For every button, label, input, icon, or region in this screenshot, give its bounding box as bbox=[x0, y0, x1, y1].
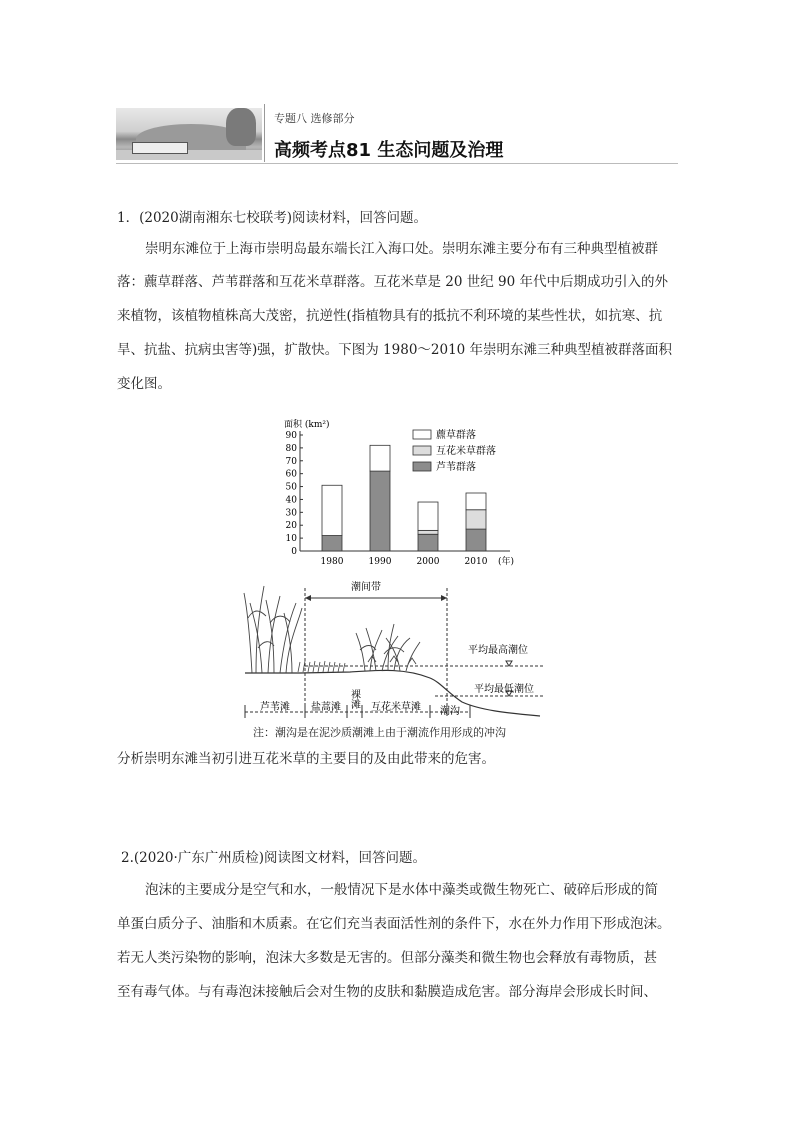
y-tick-label: 80 bbox=[285, 443, 297, 454]
bar-1990 bbox=[370, 471, 390, 551]
bar-1980 bbox=[322, 485, 342, 535]
q2-line-2: 单蛋白质分子、油脂和木质素。在它们充当表面活性剂的条件下，水在外力作用下形成泡沫。 bbox=[117, 916, 671, 932]
page-header bbox=[116, 104, 678, 162]
q1-question: 分析崇明东滩当初引进互花米草的主要目的及由此带来的危害。 bbox=[117, 751, 495, 767]
q1-line-5: 变化图。 bbox=[117, 376, 171, 392]
reed-plants bbox=[244, 586, 302, 673]
figure bbox=[240, 418, 560, 723]
bar-2010 bbox=[466, 529, 486, 551]
segment-reed: 芦苇滩 bbox=[260, 702, 290, 713]
bar-1990 bbox=[370, 445, 390, 471]
header-landscape-image bbox=[116, 108, 262, 160]
q1-line-2: 落：藨草群落、芦苇群落和互花米草群落。互花米草是 20 世纪 90 年代中后期成功引入的外 bbox=[117, 274, 669, 290]
legend-label: 芦苇群落 bbox=[436, 462, 476, 473]
y-tick-label: 60 bbox=[285, 469, 297, 480]
q1-line-3: 来植物，该植物植株高大茂密，抗逆性(指植物具有的抵抗不利环境的某些性状，如抗寒、抗 bbox=[117, 308, 663, 324]
chart-legend bbox=[413, 428, 496, 473]
section-subtitle: 专题八 选修部分 bbox=[274, 112, 355, 125]
q2-line-4: 至有毒气体。与有毒泡沫接触后会对生物的皮肤和黏膜造成危害。部分海岸会形成长时间、 bbox=[117, 984, 657, 1000]
y-tick-label: 10 bbox=[285, 534, 297, 545]
y-tick-label: 30 bbox=[285, 508, 297, 519]
segment-bare: 裸滩 bbox=[348, 689, 360, 709]
segment-channel: 潮沟 bbox=[440, 706, 460, 717]
bar-2000 bbox=[418, 530, 438, 534]
zone-label: 潮间带 bbox=[351, 582, 381, 593]
high-tide-label: 平均最高潮位 bbox=[468, 645, 528, 656]
q1-line-4: 旱、抗盐、抗病虫害等)强，扩散快。下图为 1980～2010 年崇明东滩三种典型植被群落面积 bbox=[117, 342, 673, 358]
legend-label: 藨草群落 bbox=[436, 430, 476, 441]
intertidal-diagram bbox=[244, 580, 545, 718]
segment-suaeda: 盐蒿滩 bbox=[311, 702, 341, 713]
y-axis-label: 面积 (km²) bbox=[284, 420, 330, 430]
area-bar-chart bbox=[284, 418, 514, 567]
q2-stem: 2.(2020·广东广州质检)阅读图文材料，回答问题。 bbox=[121, 850, 427, 866]
bar-2010 bbox=[466, 493, 486, 510]
bar-2010 bbox=[466, 510, 486, 529]
header-divider bbox=[264, 104, 265, 162]
spartina-plants bbox=[356, 624, 420, 671]
x-tick-label: 1980 bbox=[320, 557, 344, 567]
bar-1980 bbox=[322, 536, 342, 551]
bar-2000 bbox=[418, 502, 438, 530]
legend-label: 互花米草群落 bbox=[436, 446, 496, 457]
y-tick-label: 20 bbox=[285, 521, 297, 532]
y-tick-label: 0 bbox=[291, 547, 297, 557]
legend-swatch bbox=[413, 446, 431, 455]
bar-2000 bbox=[418, 534, 438, 551]
x-tick-label: 1990 bbox=[368, 557, 392, 567]
q2-line-1: 泡沫的主要成分是空气和水，一般情况下是水体中藻类或微生物死亡、破碎后形成的简 bbox=[145, 882, 658, 898]
q1-stem: 1．(2020湖南湘东七校联考)阅读材料，回答问题。 bbox=[117, 210, 427, 226]
y-tick-label: 50 bbox=[285, 482, 297, 493]
header-rule bbox=[116, 163, 678, 164]
segment-spartina: 互花米草滩 bbox=[371, 702, 421, 713]
diagram-note: 注：潮沟是在泥沙质潮滩上由于潮流作用形成的冲沟 bbox=[253, 726, 506, 739]
legend-swatch bbox=[413, 430, 431, 439]
page-title: 高频考点81 生态问题及治理 bbox=[274, 140, 504, 161]
x-tick-label: 2010 bbox=[464, 557, 488, 567]
x-axis-unit: (年) bbox=[498, 557, 515, 567]
y-tick-label: 40 bbox=[285, 495, 297, 506]
q2-line-3: 若无人类污染物的影响，泡沫大多数是无害的。但部分藻类和微生物也会释放有毒物质，甚 bbox=[117, 950, 657, 966]
legend-swatch bbox=[413, 462, 431, 471]
x-tick-label: 2000 bbox=[416, 557, 440, 567]
y-tick-label: 70 bbox=[285, 456, 297, 467]
q1-line-1: 崇明东滩位于上海市崇明岛最东端长江入海口处。崇明东滩主要分布有三种典型植被群 bbox=[145, 241, 658, 257]
low-tide-label: 平均最低潮位 bbox=[474, 684, 534, 695]
y-tick-label: 90 bbox=[285, 431, 297, 441]
